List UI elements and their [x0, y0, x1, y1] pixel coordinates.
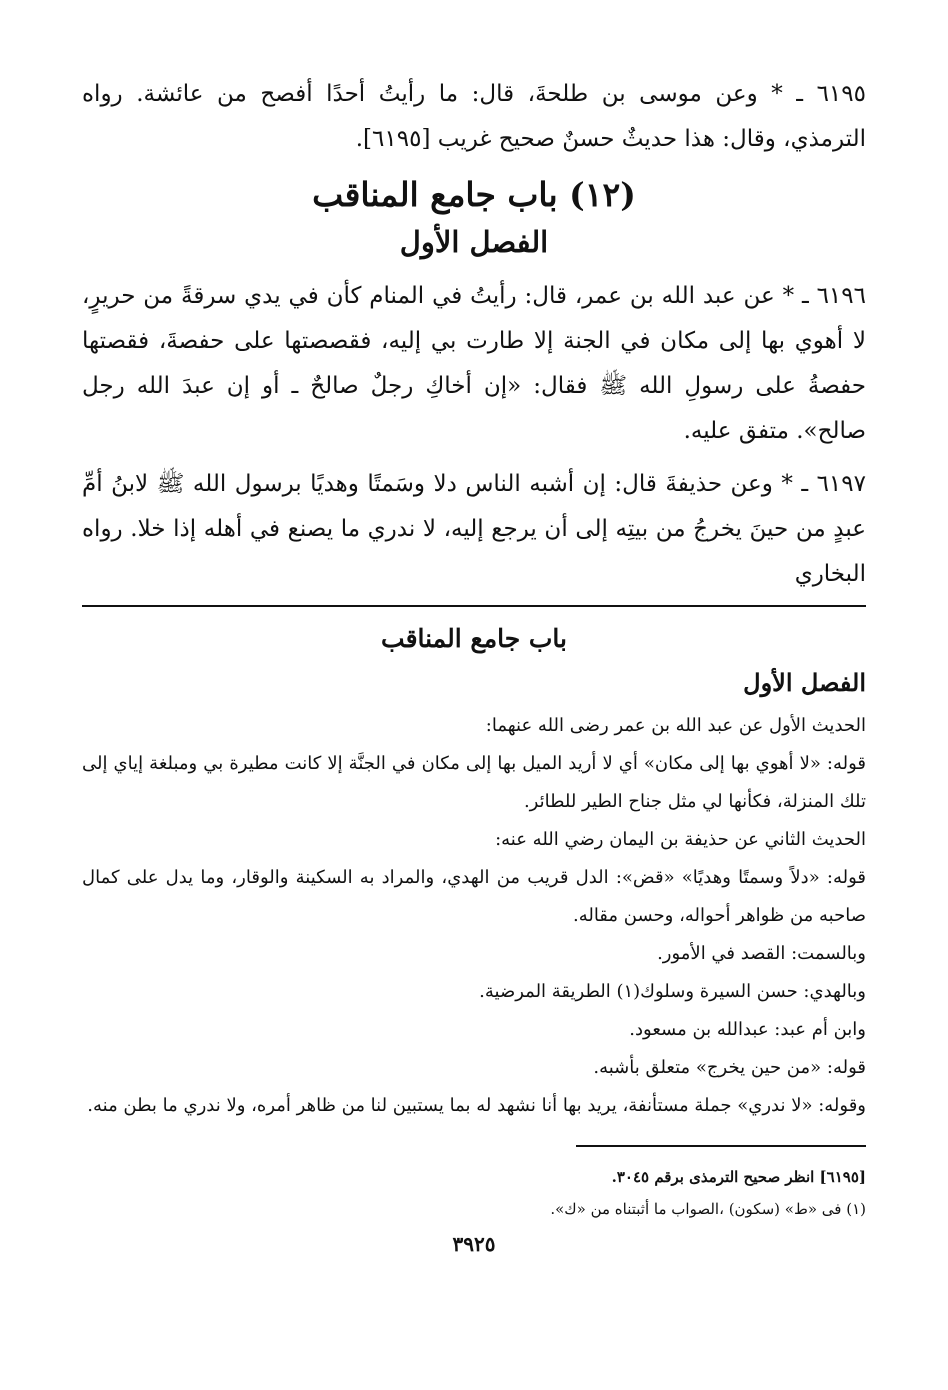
commentary-paragraph: قوله: «من حين يخرج» متعلق بأشبه.	[593, 1057, 866, 1078]
commentary-paragraph: الحديث الأول عن عبد الله بن عمر رضى الله عنهما:	[485, 715, 866, 736]
commentary-paragraph: قوله: «دلاً وسمتًا وهديًا» «قض»: الدل قريب من الهدي، والمراد به السكينة والوقار، وما يدل على كمال صاحبه من ظواهر أحواله، وحسن مقاله.	[82, 867, 866, 926]
commentary-paragraph: الحديث الثاني عن حذيفة بن اليمان رضي الله عنه:	[495, 829, 866, 850]
footnote-1: (١) فى «ط» (سكون) ،الصواب ما أثبتناه من «ك».	[550, 1200, 866, 1218]
commentary-paragraph: وقوله: «لا ندري» جملة مستأنفة، يريد بها أنا نشهد له بما يستبين لنا من ظاهر أمره، ولا ندري ما بطن منه.	[87, 1095, 866, 1116]
commentary-section-title: الفصل الأول	[743, 668, 866, 697]
hadith-6197: ٦١٩٧ ـ * وعن حذيفةَ قال: إن أشبه الناس دلا وسَمتًا وهديًا برسول الله ﷺ لابنُ أمِّ عبدٍ من حينَ يخرجُ من بيتِه إلى أن يرجع إليه، لا ندري ما يصنع في أهله إذا خلا. رواه البخاري	[82, 471, 866, 587]
commentary-paragraph: وبالهدي: حسن السيرة وسلوك(١) الطريقة المرضية.	[479, 981, 866, 1002]
section-title: الفصل الأول	[399, 225, 549, 259]
commentary-paragraph: وابن أم عبد: عبدالله بن مسعود.	[629, 1019, 866, 1040]
main-text	[82, 72, 866, 597]
footnote-rule	[576, 1145, 866, 1147]
commentary-paragraph: وبالسمت: القصد في الأمور.	[657, 943, 866, 964]
hadith-6195: ٦١٩٥ ـ * وعن موسى بن طلحةَ، قال: ما رأيتُ أحدًا أفصح من عائشة. رواه الترمذي، وقال: هذا حديثٌ حسنٌ صحيح غريب [٦١٩٥].	[82, 81, 866, 152]
page-number: ٣٩٢٥	[452, 1232, 496, 1256]
chapter-title: (١٢) باب جامع المناقب	[312, 175, 636, 214]
footnotes	[82, 1161, 866, 1225]
commentary-title: باب جامع المناقب	[381, 624, 567, 653]
footnote-ref-6195: [٦١٩٥] انظر صحيح الترمذى برقم ٣٠٤٥.	[611, 1168, 866, 1186]
commentary	[82, 619, 866, 1125]
commentary-paragraph: قوله: «لا أهوي بها إلى مكان» أي لا أريد الميل بها إلى مكان في الجنَّة إلا كانت مطيرة بي ومبلغة إياي إلى تلك المنزلة، فكأنها لي مثل جناح الطير للطائر.	[82, 753, 866, 812]
hadith-6196: ٦١٩٦ ـ * عن عبد الله بن عمر، قال: رأيتُ في المنام كأن في يدي سرقةً من حريرٍ، لا أهوي بها إلى مكان في الجنة إلا طارت بي إليه، فقصصتها على حفصةَ، فقصتها حفصةُ على رسولِ الله ﷺ فقال: «إن أخاكِ رجلٌ صالحٌ ـ أو إن عبدَ الله رجل صالح». متفق عليه.	[82, 283, 866, 444]
commentary-divider	[82, 605, 866, 607]
